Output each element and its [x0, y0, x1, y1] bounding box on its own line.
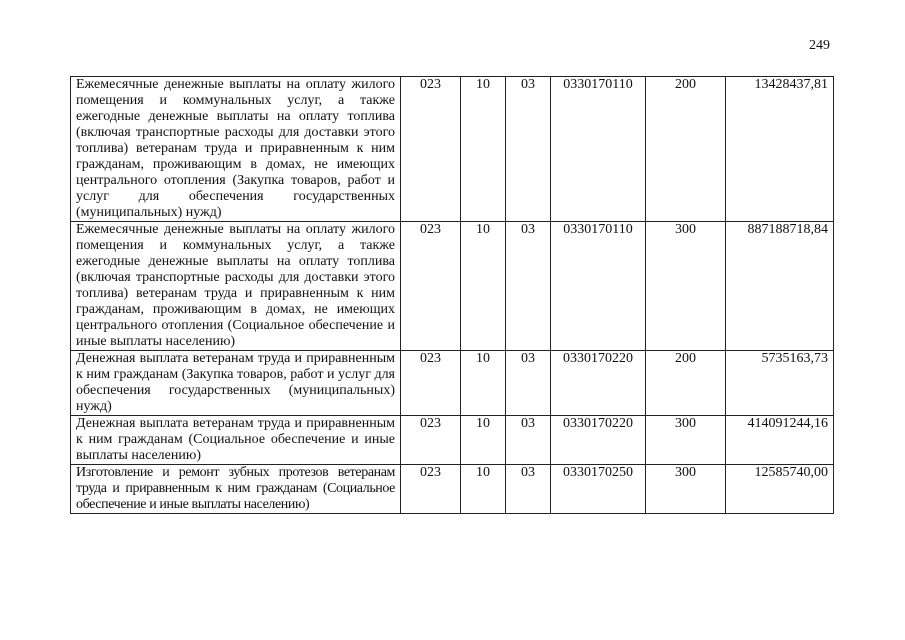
target-article-code: 0330170250	[551, 465, 646, 514]
section-code: 10	[461, 77, 506, 222]
section-code: 10	[461, 351, 506, 416]
amount-value: 414091244,16	[726, 416, 834, 465]
row-description: Ежемесячные денежные выплаты на оплату жилого помещения и коммунальных услуг, а также ежегодные денежные выплаты на оплату топлива (включая транспортные расходы для доставки этого топлива) ветеранам труда и приравненным к ним гражданам, проживающим в домах, не имеющих центрального отопления (Закупка товаров, работ и услуг для обеспечения государственных (муниципальных) нужд)	[71, 77, 401, 222]
table-row	[71, 416, 834, 465]
target-article-code: 0330170220	[551, 351, 646, 416]
row-description: Денежная выплата ветеранам труда и приравненным к ним гражданам (Закупка товаров, работ и услуг для обеспечения государственных (муниципальных) нужд)	[71, 351, 401, 416]
table-row	[71, 465, 834, 514]
expense-type-code: 300	[646, 465, 726, 514]
ministry-code: 023	[401, 77, 461, 222]
amount-value: 887188718,84	[726, 222, 834, 351]
ministry-code: 023	[401, 465, 461, 514]
subsection-code: 03	[506, 222, 551, 351]
section-code: 10	[461, 465, 506, 514]
subsection-code: 03	[506, 77, 551, 222]
expense-type-code: 300	[646, 222, 726, 351]
expense-type-code: 300	[646, 416, 726, 465]
amount-value: 13428437,81	[726, 77, 834, 222]
table-row	[71, 222, 834, 351]
table-row	[71, 77, 834, 222]
amount-value: 12585740,00	[726, 465, 834, 514]
budget-table	[70, 76, 834, 514]
row-description: Денежная выплата ветеранам труда и приравненным к ним гражданам (Социальное обеспечение и иные выплаты населению)	[71, 416, 401, 465]
ministry-code: 023	[401, 416, 461, 465]
subsection-code: 03	[506, 416, 551, 465]
section-code: 10	[461, 222, 506, 351]
target-article-code: 0330170220	[551, 416, 646, 465]
table-row	[71, 351, 834, 416]
subsection-code: 03	[506, 351, 551, 416]
page-number: 249	[809, 38, 830, 53]
row-description: Изготовление и ремонт зубных протезов ветеранам труда и приравненным к ним гражданам (Социальное обеспечение и иные выплаты населению)	[71, 465, 401, 514]
expense-type-code: 200	[646, 77, 726, 222]
row-description: Ежемесячные денежные выплаты на оплату жилого помещения и коммунальных услуг, а также ежегодные денежные выплаты на оплату топлива (включая транспортные расходы для доставки этого топлива) ветеранам труда и приравненным к ним гражданам, проживающим в домах, не имеющих центрального отопления (Социальное обеспечение и иные выплаты населению)	[71, 222, 401, 351]
subsection-code: 03	[506, 465, 551, 514]
ministry-code: 023	[401, 351, 461, 416]
target-article-code: 0330170110	[551, 77, 646, 222]
expense-type-code: 200	[646, 351, 726, 416]
amount-value: 5735163,73	[726, 351, 834, 416]
target-article-code: 0330170110	[551, 222, 646, 351]
ministry-code: 023	[401, 222, 461, 351]
section-code: 10	[461, 416, 506, 465]
